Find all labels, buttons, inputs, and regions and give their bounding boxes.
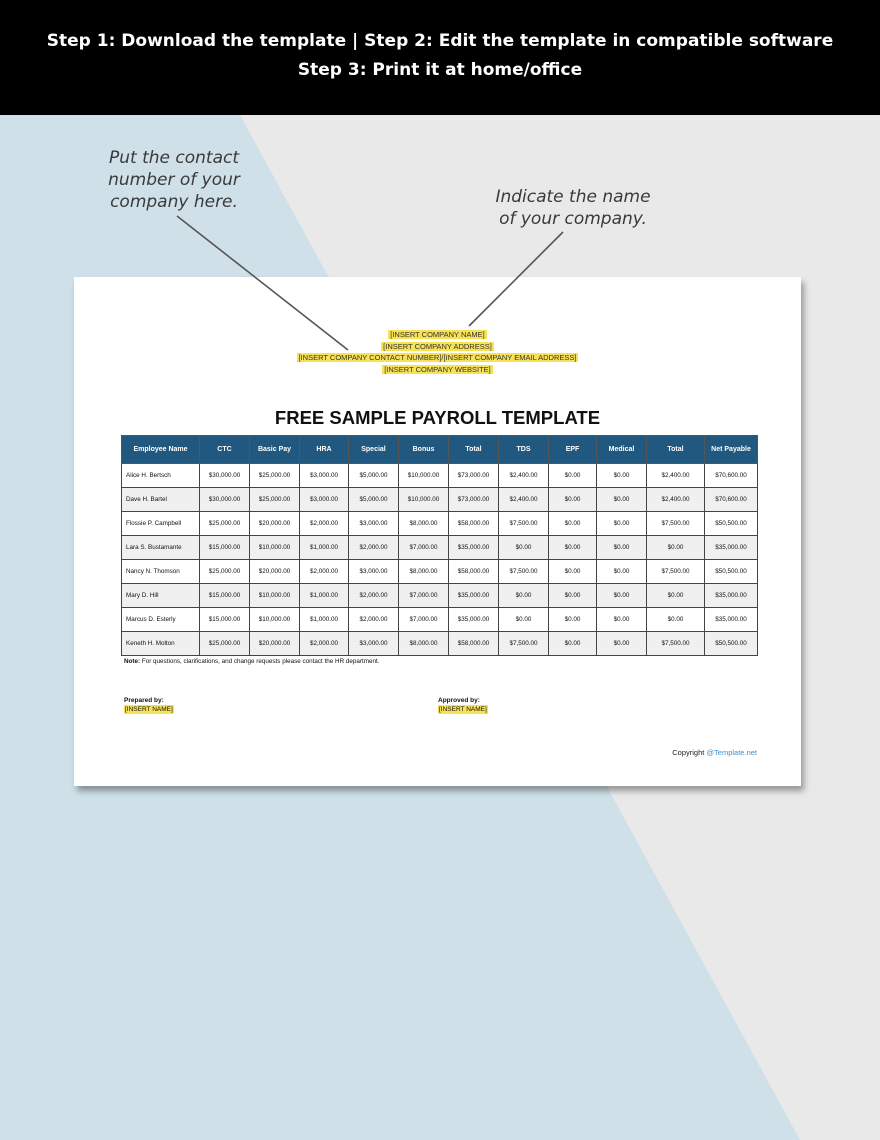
table-row (122, 560, 758, 584)
table-cell: $0.00 (597, 488, 647, 512)
employee-name-cell: Flossie P. Campbell (122, 512, 200, 536)
employee-name-cell: Alice H. Bertsch (122, 464, 200, 488)
table-cell: $0.00 (549, 632, 597, 656)
table-cell: $2,000.00 (349, 608, 399, 632)
table-cell: $7,500.00 (499, 632, 549, 656)
column-header: Total (647, 436, 705, 464)
employee-name-cell: Lara S. Bustamante (122, 536, 200, 560)
table-cell: $2,000.00 (349, 584, 399, 608)
table-cell: $10,000.00 (250, 584, 300, 608)
table-cell: $0.00 (549, 608, 597, 632)
table-cell: $58,000.00 (449, 512, 499, 536)
employee-name-cell: Keneth H. Molton (122, 632, 200, 656)
note (124, 658, 380, 665)
table-cell: $0.00 (597, 536, 647, 560)
callout-name-line-2: of your company. (499, 209, 647, 229)
table-cell: $70,600.00 (705, 464, 758, 488)
table-cell: $5,000.00 (349, 488, 399, 512)
table-cell: $1,000.00 (300, 536, 349, 560)
approved-by (438, 696, 488, 714)
payroll-table (121, 435, 758, 656)
callout-contact-line-2: number of your (108, 170, 240, 190)
employee-name-cell: Nancy N. Thomson (122, 560, 200, 584)
table-row (122, 584, 758, 608)
employee-name-cell: Dave H. Bartel (122, 488, 200, 512)
table-cell: $8,000.00 (399, 632, 449, 656)
table-cell: $0.00 (549, 512, 597, 536)
table-cell: $7,500.00 (499, 560, 549, 584)
table-cell: $35,000.00 (705, 584, 758, 608)
callout-contact-line-1: Put the contact (108, 148, 239, 168)
table-row (122, 632, 758, 656)
table-cell: $5,000.00 (349, 464, 399, 488)
table-cell: $3,000.00 (349, 632, 399, 656)
table-cell: $0.00 (549, 464, 597, 488)
column-header: CTC (200, 436, 250, 464)
payroll-document (74, 277, 801, 786)
table-cell: $2,400.00 (499, 464, 549, 488)
table-cell: $0.00 (549, 560, 597, 584)
table-row (122, 536, 758, 560)
table-cell: $25,000.00 (250, 488, 300, 512)
table-cell: $3,000.00 (349, 560, 399, 584)
copyright-text: Copyright (672, 748, 707, 757)
company-name-placeholder[interactable]: [INSERT COMPANY NAME] (390, 330, 485, 339)
table-cell: $70,600.00 (705, 488, 758, 512)
table-cell: $50,500.00 (705, 632, 758, 656)
table-cell: $73,000.00 (449, 464, 499, 488)
column-header: EPF (549, 436, 597, 464)
table-cell: $10,000.00 (399, 488, 449, 512)
instructions-banner (0, 0, 880, 115)
table-cell: $50,500.00 (705, 560, 758, 584)
table-cell: $7,000.00 (399, 608, 449, 632)
approved-by-name-placeholder[interactable]: [INSERT NAME] (439, 706, 487, 713)
table-cell: $20,000.00 (250, 560, 300, 584)
table-cell: $15,000.00 (200, 608, 250, 632)
table-cell: $35,000.00 (705, 608, 758, 632)
table-cell: $10,000.00 (250, 608, 300, 632)
prepared-by (124, 696, 174, 714)
table-cell: $15,000.00 (200, 584, 250, 608)
table-cell: $10,000.00 (250, 536, 300, 560)
callout-company-name (478, 186, 668, 230)
copyright (672, 748, 757, 757)
table-cell: $20,000.00 (250, 632, 300, 656)
table-cell: $25,000.00 (200, 512, 250, 536)
copyright-link[interactable]: @Template.net (706, 748, 757, 757)
table-cell: $2,000.00 (300, 632, 349, 656)
table-cell: $0.00 (499, 536, 549, 560)
table-cell: $0.00 (647, 536, 705, 560)
column-header: TDS (499, 436, 549, 464)
employee-name-cell: Mary D. Hill (122, 584, 200, 608)
column-header: Total (449, 436, 499, 464)
table-cell: $0.00 (647, 608, 705, 632)
table-cell: $25,000.00 (200, 632, 250, 656)
table-cell: $0.00 (597, 560, 647, 584)
table-row (122, 464, 758, 488)
table-cell: $0.00 (597, 632, 647, 656)
table-cell: $0.00 (597, 584, 647, 608)
column-header: Special (349, 436, 399, 464)
table-cell: $3,000.00 (349, 512, 399, 536)
table-cell: $0.00 (499, 584, 549, 608)
banner-line-2: Step 3: Print it at home/office (297, 60, 583, 80)
table-cell: $3,000.00 (300, 464, 349, 488)
company-contact-placeholder[interactable]: [INSERT COMPANY CONTACT NUMBER]/[INSERT COMPANY EMAIL ADDRESS] (298, 353, 577, 362)
table-cell: $0.00 (549, 584, 597, 608)
table-cell: $30,000.00 (200, 488, 250, 512)
table-header-row (122, 436, 758, 464)
table-cell: $2,400.00 (647, 464, 705, 488)
table-cell: $10,000.00 (399, 464, 449, 488)
table-row (122, 608, 758, 632)
document-title: FREE SAMPLE PAYROLL TEMPLATE (274, 407, 601, 428)
table-cell: $20,000.00 (250, 512, 300, 536)
table-cell: $58,000.00 (449, 560, 499, 584)
table-cell: $3,000.00 (300, 488, 349, 512)
table-cell: $0.00 (597, 608, 647, 632)
column-header: Net Payable (705, 436, 758, 464)
table-cell: $15,000.00 (200, 536, 250, 560)
callout-name-line-1: Indicate the name (495, 187, 651, 207)
table-cell: $7,500.00 (647, 512, 705, 536)
table-cell: $50,500.00 (705, 512, 758, 536)
table-cell: $2,000.00 (300, 560, 349, 584)
table-cell: $58,000.00 (449, 632, 499, 656)
column-header: Bonus (399, 436, 449, 464)
table-cell: $2,000.00 (300, 512, 349, 536)
callout-contact-line-3: company here. (110, 192, 238, 212)
table-cell: $35,000.00 (449, 584, 499, 608)
table-cell: $8,000.00 (399, 512, 449, 536)
table-cell: $7,500.00 (647, 632, 705, 656)
table-cell: $0.00 (597, 464, 647, 488)
employee-name-cell: Marcus D. Esterly (122, 608, 200, 632)
column-header: HRA (300, 436, 349, 464)
table-cell: $73,000.00 (449, 488, 499, 512)
table-cell: $35,000.00 (449, 536, 499, 560)
company-header (74, 329, 801, 375)
table-cell: $0.00 (597, 512, 647, 536)
prepared-by-name-placeholder[interactable]: [INSERT NAME] (125, 706, 173, 713)
approved-by-label: Approved by: (438, 697, 480, 704)
table-cell: $0.00 (647, 584, 705, 608)
column-header: Basic Pay (250, 436, 300, 464)
table-cell: $8,000.00 (399, 560, 449, 584)
table-cell: $7,000.00 (399, 536, 449, 560)
table-cell: $7,500.00 (499, 512, 549, 536)
table-cell: $25,000.00 (250, 464, 300, 488)
table-cell: $1,000.00 (300, 584, 349, 608)
company-website-placeholder[interactable]: [INSERT COMPANY WEBSITE] (384, 364, 491, 374)
banner-line-1: Step 1: Download the template | Step 2: Edit the template in compatible software (46, 31, 834, 51)
table-cell: $30,000.00 (200, 464, 250, 488)
table-cell: $1,000.00 (300, 608, 349, 632)
column-header: Employee Name (122, 436, 200, 464)
table-row (122, 512, 758, 536)
note-label: Note: (124, 658, 141, 665)
table-cell: $2,400.00 (647, 488, 705, 512)
column-header: Medical (597, 436, 647, 464)
table-cell: $2,400.00 (499, 488, 549, 512)
table-cell: $0.00 (549, 488, 597, 512)
table-row (122, 488, 758, 512)
payroll-table-body (122, 464, 758, 656)
table-cell: $2,000.00 (349, 536, 399, 560)
callout-contact (96, 147, 252, 213)
table-cell: $25,000.00 (200, 560, 250, 584)
table-cell: $0.00 (549, 536, 597, 560)
table-cell: $0.00 (499, 608, 549, 632)
note-text: For questions, clarifications, and change requests please contact the HR department. (140, 658, 380, 665)
table-cell: $35,000.00 (705, 536, 758, 560)
table-cell: $35,000.00 (449, 608, 499, 632)
table-cell: $7,000.00 (399, 584, 449, 608)
table-cell: $7,500.00 (647, 560, 705, 584)
prepared-by-label: Prepared by: (124, 697, 164, 704)
company-address-placeholder[interactable]: [INSERT COMPANY ADDRESS] (383, 341, 492, 351)
